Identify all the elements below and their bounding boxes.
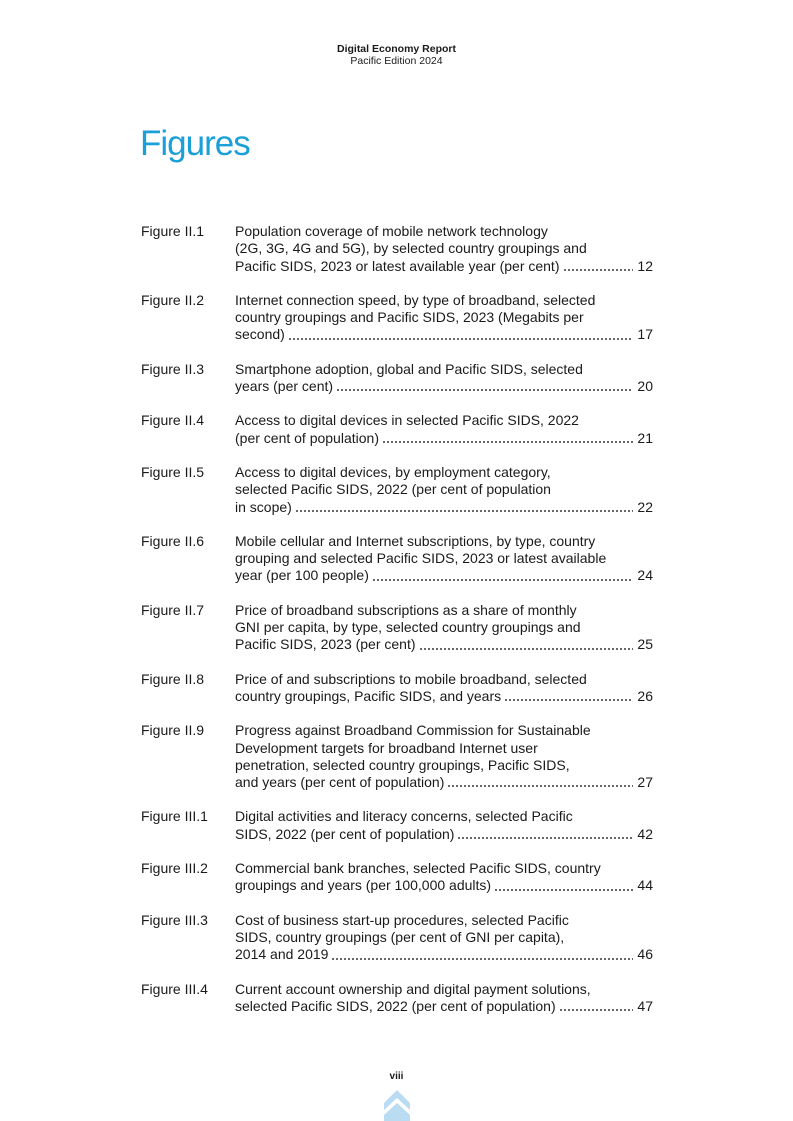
report-edition: Pacific Edition 2024 <box>350 55 443 67</box>
dot-leader <box>559 998 634 1015</box>
figure-entry[interactable] <box>141 464 653 516</box>
dot-leader <box>419 637 634 654</box>
page-reference[interactable]: 24 <box>637 567 653 584</box>
caption-line: Mobile cellular and Internet subscriptions, by type, country <box>235 532 596 549</box>
caption-line: Commercial bank branches, selected Pacific SIDS, country <box>235 860 601 877</box>
caption-last-line <box>235 826 653 843</box>
caption-line: groupings and years (per 100,000 adults) <box>235 877 492 894</box>
figure-label: Figure II.1 <box>141 223 205 239</box>
figure-label: Figure II.5 <box>141 463 205 480</box>
figure-label: Figure II.7 <box>141 601 205 618</box>
figure-caption <box>235 981 653 1016</box>
caption-line: Development targets for broadband Internet user <box>235 739 538 756</box>
figure-entry[interactable] <box>141 981 653 1016</box>
figure-label: Figure II.2 <box>141 291 205 308</box>
caption-line: Pacific SIDS, 2023 or latest available year (per cent) <box>235 257 560 274</box>
figure-caption <box>235 223 653 275</box>
caption-line: Cost of business start-up procedures, selected Pacific <box>235 911 569 928</box>
dot-leader <box>336 378 633 395</box>
caption-last-line <box>235 688 653 705</box>
report-title: Digital Economy Report <box>336 43 456 55</box>
figure-entry[interactable] <box>141 533 653 585</box>
caption-line: SIDS, country groupings (per cent of GNI per capita), <box>235 928 565 945</box>
figure-caption <box>235 533 653 585</box>
figure-label: Figure II.9 <box>141 722 205 739</box>
dot-leader <box>447 774 633 791</box>
page-reference[interactable]: 26 <box>637 687 653 704</box>
figure-entry[interactable] <box>141 223 653 275</box>
figure-caption <box>235 671 653 706</box>
figure-caption <box>235 292 653 344</box>
caption-line: Internet connection speed, by type of broadband, selected <box>235 291 596 308</box>
caption-line: penetration, selected country groupings, Pacific SIDS, <box>235 756 570 773</box>
dot-leader <box>372 568 634 585</box>
figure-caption <box>235 602 653 654</box>
page-reference[interactable]: 46 <box>637 946 653 963</box>
figure-entry[interactable] <box>141 412 653 447</box>
scroll-up-chevron-icon[interactable] <box>384 1090 410 1121</box>
dot-leader <box>331 947 633 964</box>
figure-label: Figure II.3 <box>141 360 205 377</box>
page-reference[interactable]: 20 <box>637 378 653 395</box>
caption-line: and years (per cent of population) <box>235 774 445 791</box>
figure-caption <box>235 860 653 895</box>
dot-leader <box>504 688 633 705</box>
figure-caption <box>235 808 653 843</box>
caption-line: Population coverage of mobile network technology <box>235 223 548 239</box>
caption-line: 2014 and 2019 <box>235 946 329 963</box>
caption-line: Price of broadband subscriptions as a share of monthly <box>235 601 577 618</box>
page-reference[interactable]: 47 <box>637 997 653 1014</box>
caption-last-line <box>235 877 653 894</box>
figure-entry[interactable] <box>141 671 653 706</box>
caption-line: Access to digital devices in selected Pacific SIDS, 2022 <box>235 412 579 429</box>
running-header <box>0 43 793 67</box>
caption-line: in scope) <box>235 498 292 515</box>
caption-line: Current account ownership and digital payment solutions, <box>235 980 591 997</box>
caption-line: GNI per capita, by type, selected country groupings and <box>235 619 581 636</box>
caption-last-line <box>235 567 653 584</box>
page-reference[interactable]: 12 <box>637 257 653 274</box>
dot-leader <box>563 258 634 275</box>
dot-leader <box>457 826 633 843</box>
caption-line: Price of and subscriptions to mobile broadband, selected <box>235 670 587 687</box>
caption-line: country groupings, Pacific SIDS, and years <box>235 687 502 704</box>
caption-line: selected Pacific SIDS, 2022 (per cent of population <box>235 481 551 498</box>
page-reference[interactable]: 42 <box>637 825 653 842</box>
page-reference[interactable]: 44 <box>637 877 653 894</box>
caption-line: country groupings and Pacific SIDS, 2023 (Megabits per <box>235 309 584 326</box>
caption-last-line <box>235 774 653 791</box>
caption-line: selected Pacific SIDS, 2022 (per cent of population) <box>235 997 556 1014</box>
caption-line: SIDS, 2022 (per cent of population) <box>235 825 455 842</box>
caption-last-line <box>235 636 653 653</box>
caption-last-line <box>235 258 653 275</box>
figure-caption <box>235 464 653 516</box>
figure-label: Figure III.1 <box>141 808 208 825</box>
caption-line: Pacific SIDS, 2023 (per cent) <box>235 636 416 653</box>
figure-entry[interactable] <box>141 912 653 964</box>
caption-line: Progress against Broadband Commission for Sustainable <box>235 722 591 739</box>
caption-last-line <box>235 378 653 395</box>
caption-line: year (per 100 people) <box>235 567 369 584</box>
page-number: viii <box>389 1071 404 1082</box>
dot-leader <box>295 499 634 516</box>
figure-caption <box>235 361 653 396</box>
figure-entry[interactable] <box>141 722 653 791</box>
caption-line: Digital activities and literacy concerns, selected Pacific <box>235 808 573 825</box>
figure-label: Figure III.2 <box>141 860 208 877</box>
caption-line: years (per cent) <box>235 378 334 395</box>
figure-entry[interactable] <box>141 860 653 895</box>
figure-caption <box>235 722 653 791</box>
dot-leader <box>288 327 634 344</box>
dot-leader <box>494 878 633 895</box>
figure-entry[interactable] <box>141 361 653 396</box>
caption-line: (2G, 3G, 4G and 5G), by selected country groupings and <box>235 240 587 257</box>
figures-list <box>141 223 653 1032</box>
caption-line: second) <box>235 326 285 343</box>
figure-label: Figure II.6 <box>141 532 205 549</box>
page-reference[interactable]: 25 <box>637 636 653 653</box>
caption-last-line <box>235 499 653 516</box>
caption-last-line <box>235 998 653 1015</box>
page-reference[interactable]: 27 <box>637 774 653 791</box>
figure-caption <box>235 412 653 447</box>
figure-label: Figure II.8 <box>141 670 205 687</box>
figure-entry[interactable] <box>141 808 653 843</box>
figure-label: Figure III.3 <box>141 911 208 928</box>
figure-entry[interactable] <box>141 292 653 344</box>
page-reference[interactable]: 22 <box>637 498 653 515</box>
caption-line: Access to digital devices, by employment category, <box>235 463 551 480</box>
caption-last-line <box>235 326 653 343</box>
caption-line: grouping and selected Pacific SIDS, 2023 or latest available <box>235 550 607 567</box>
caption-line: (per cent of population) <box>235 429 379 446</box>
page-reference[interactable]: 17 <box>637 326 653 343</box>
figure-caption <box>235 912 653 964</box>
caption-line: Smartphone adoption, global and Pacific SIDS, selected <box>235 360 583 377</box>
figure-label: Figure III.4 <box>141 980 208 997</box>
figure-label: Figure II.4 <box>141 412 205 429</box>
dot-leader <box>382 430 633 447</box>
figure-entry[interactable] <box>141 602 653 654</box>
caption-last-line <box>235 946 653 963</box>
caption-last-line <box>235 430 653 447</box>
page-reference[interactable]: 21 <box>637 429 653 446</box>
page-title: Figures <box>140 124 250 163</box>
